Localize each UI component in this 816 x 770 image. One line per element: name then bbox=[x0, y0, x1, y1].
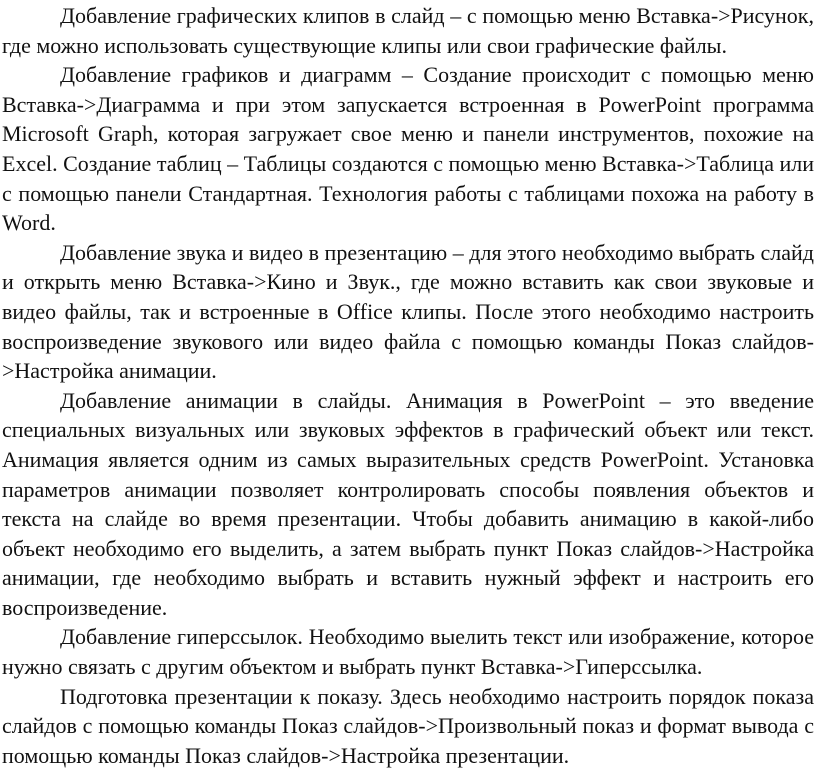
paragraph-hyperlinks: Добавление гиперссылок. Необходимо выелить текст или изображение, которое нужно связать с другим объектом и выбрать пункт Вставка->Гиперссылка. bbox=[2, 624, 814, 680]
paragraph-charts-and-tables: Добавление графиков и диаграмм – Создание происходит с помощью меню Вставка->Диаграмма и при этом запускается встроенная в PowerPoint программа Microsoft Graph, которая загружает свое меню и панели инструментов, похожие на Excel. Создание таблиц – Таблицы создаются с помощью меню Вставка->Таблица или с помощью панели Стандартная. Технология работы с таблицами похожа на работу в Word. bbox=[2, 62, 814, 236]
paragraph-graphic-clips: Добавление графических клипов в слайд – с помощью меню Вставка->Рисунок, где можно использовать существующие клипы или свои графические файлы. bbox=[2, 3, 814, 58]
paragraph-presentation-setup: Подготовка презентации к показу. Здесь необходимо настроить порядок показа слайдов с помощью команды Показ слайдов->Произвольный показ и формат вывода с помощью команды Показ слайдов->Настройка презентации. bbox=[2, 683, 814, 768]
paragraph-animation: Добавление анимации в слайды. Анимация в PowerPoint – это введение специальных визуальных или звуковых эффектов в графический объект или текст. Анимация является одним из самых выразительных средств PowerPoint. Установка параметров анимации позволяет контролировать способы появления объектов и текста на слайде во время презентации. Чтобы добавить анимацию в какой-либо объект необходимо его выделить, а затем выбрать пункт Показ слайдов->Настройка анимации, где необходимо выбрать и вставить нужный эффект и настроить его воспроизведение. bbox=[2, 387, 814, 620]
paragraph-sound-and-video: Добавление звука и видео в презентацию – для этого необходимо выбрать слайд и открыть меню Вставка->Кино и Звук., где можно вставить как свои звуковые и видео файлы, так и встроенные в Office клипы. После этого необходимо настроить воспроизведение звукового или видео файла с помощью команды Показ слайдов->Настройка анимации. bbox=[2, 239, 814, 384]
